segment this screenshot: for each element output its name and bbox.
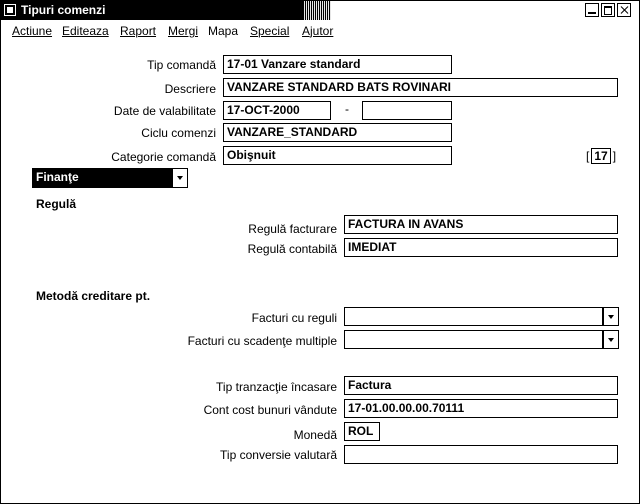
tip-tranzactie-label: Tip tranzacţie încasare	[216, 380, 337, 394]
facturi-reguli-dropdown-icon[interactable]	[603, 307, 619, 326]
tip-comanda-field[interactable]: 17-01 Vanzare standard	[223, 55, 452, 74]
categorie-comanda-field[interactable]: Obişnuit	[223, 146, 452, 165]
record-counter-value[interactable]: 17	[591, 148, 610, 164]
menu-raport[interactable]: Raport	[120, 24, 157, 38]
record-counter-open: [	[586, 149, 590, 163]
tip-conversie-label: Tip conversie valutară	[220, 448, 337, 462]
tip-tranzactie-field[interactable]: Factura	[344, 376, 618, 395]
metoda-section-title: Metodă creditare pt.	[36, 289, 151, 303]
tip-conversie-field[interactable]	[344, 445, 618, 464]
minimize-button[interactable]	[585, 3, 599, 17]
facturi-scadente-field[interactable]	[344, 330, 603, 349]
categorie-comanda-label: Categorie comandă	[111, 150, 216, 164]
maximize-button[interactable]	[601, 3, 615, 17]
regula-contabila-field[interactable]: IMEDIAT	[344, 238, 618, 257]
tip-comanda-label: Tip comandă	[147, 58, 216, 72]
moneda-field[interactable]: ROL	[344, 422, 380, 441]
region-select[interactable]: Finanţe	[32, 168, 172, 188]
regula-contabila-label: Regulă contabilă	[247, 242, 337, 256]
facturi-scadente-dropdown-icon[interactable]	[603, 330, 619, 349]
record-counter	[586, 148, 616, 164]
menu-bar	[0, 22, 638, 40]
title-bar[interactable]	[1, 1, 331, 20]
cont-cost-field[interactable]: 17-01.00.00.00.70111	[344, 399, 618, 418]
date-separator: -	[345, 102, 349, 116]
menu-editeaza[interactable]: Editeaza	[62, 24, 109, 38]
menu-mapa[interactable]: Mapa	[208, 24, 239, 38]
regula-facturare-field[interactable]: FACTURA IN AVANS	[344, 215, 618, 234]
date-to-field[interactable]	[362, 101, 452, 120]
app-icon	[4, 4, 16, 16]
menu-mergi[interactable]: Mergi	[168, 24, 199, 38]
cont-cost-label: Cont cost bunuri vândute	[203, 403, 337, 417]
region-select-dropdown-icon[interactable]	[172, 168, 188, 188]
descriere-field[interactable]: VANZARE STANDARD BATS ROVINARI	[223, 78, 618, 97]
facturi-scadente-label: Facturi cu scadenţe multiple	[187, 334, 337, 348]
ciclu-comenzi-label: Ciclu comenzi	[141, 126, 216, 140]
facturi-reguli-field[interactable]	[344, 307, 603, 326]
menu-actiune[interactable]: Actiune	[12, 24, 53, 38]
window-title: Tipuri comenzi	[21, 3, 106, 17]
menu-ajutor[interactable]: Ajutor	[302, 24, 334, 38]
date-valabilitate-label: Date de valabilitate	[113, 104, 216, 118]
descriere-label: Descriere	[164, 82, 216, 96]
title-bar-pattern	[303, 1, 331, 20]
record-counter-close: ]	[612, 149, 617, 163]
regula-facturare-label: Regulă facturare	[248, 222, 337, 236]
regula-section-title: Regulă	[36, 197, 77, 211]
menu-special[interactable]: Special	[250, 24, 290, 38]
close-button[interactable]	[617, 3, 631, 17]
facturi-reguli-label: Facturi cu reguli	[251, 311, 337, 325]
moneda-label: Monedă	[293, 428, 337, 442]
date-from-field[interactable]: 17-OCT-2000	[223, 101, 331, 120]
ciclu-comenzi-field[interactable]: VANZARE_STANDARD	[223, 123, 452, 142]
